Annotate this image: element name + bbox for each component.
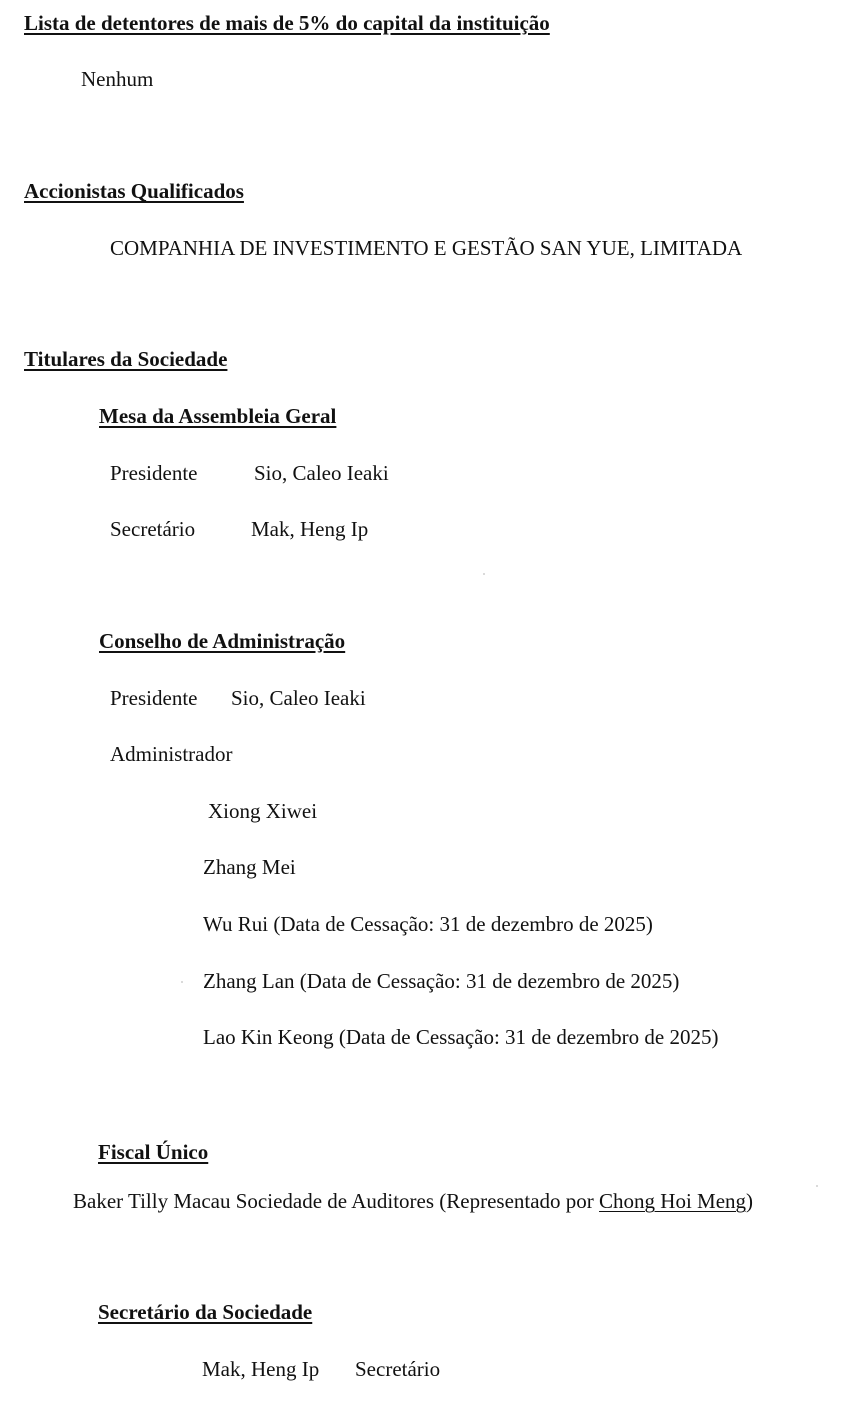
board-admin-item: Lao Kin Keong (Data de Cessação: 31 de dezembro de 2025) [203, 1025, 719, 1049]
qualified-shareholder-name: COMPANHIA DE INVESTIMENTO E GESTÃO SAN YUE, LIMITADA [110, 236, 743, 260]
company-secretary-name: Mak, Heng Ip [202, 1357, 320, 1381]
fiscal-auditor-text: Baker Tilly Macau Sociedade de Auditores (Representado por [73, 1189, 600, 1213]
board-admin-item: Zhang Mei [203, 855, 296, 879]
board-heading: Conselho de Administração [99, 629, 346, 653]
fiscal-closing-paren: ) [746, 1189, 754, 1213]
assembly-secretary-label: Secretário [110, 517, 196, 541]
assembly-secretary-name: Mak, Heng Ip [251, 517, 369, 541]
officers-heading: Titulares da Sociedade [24, 347, 228, 371]
scan-speck [181, 981, 183, 983]
board-admin-item: Zhang Lan (Data de Cessação: 31 de dezembro de 2025) [203, 969, 680, 993]
assembly-president-name: Sio, Caleo Ieaki [254, 461, 389, 485]
fiscal-auditor-line [73, 1191, 753, 1212]
qualified-shareholders-heading: Accionistas Qualificados [24, 179, 244, 203]
board-admin-item: Wu Rui (Data de Cessação: 31 de dezembro de 2025) [203, 912, 653, 936]
fiscal-heading: Fiscal Único [98, 1140, 209, 1164]
scan-speck [483, 573, 485, 575]
scan-speck [816, 1185, 818, 1187]
company-secretary-role: Secretário [355, 1357, 441, 1381]
fiscal-representative: Chong Hoi Meng [599, 1189, 747, 1213]
assembly-president-label: Presidente [110, 461, 198, 485]
board-president-name: Sio, Caleo Ieaki [231, 686, 366, 710]
company-secretary-heading: Secretário da Sociedade [98, 1300, 313, 1324]
board-admin-item: Xiong Xiwei [208, 799, 318, 823]
assembly-heading: Mesa da Assembleia Geral [99, 404, 337, 428]
board-president-label: Presidente [110, 686, 198, 710]
holders-value: Nenhum [81, 67, 154, 91]
holders-heading: Lista de detentores de mais de 5% do capital da instituição [24, 11, 550, 35]
board-admin-label: Administrador [110, 742, 233, 766]
